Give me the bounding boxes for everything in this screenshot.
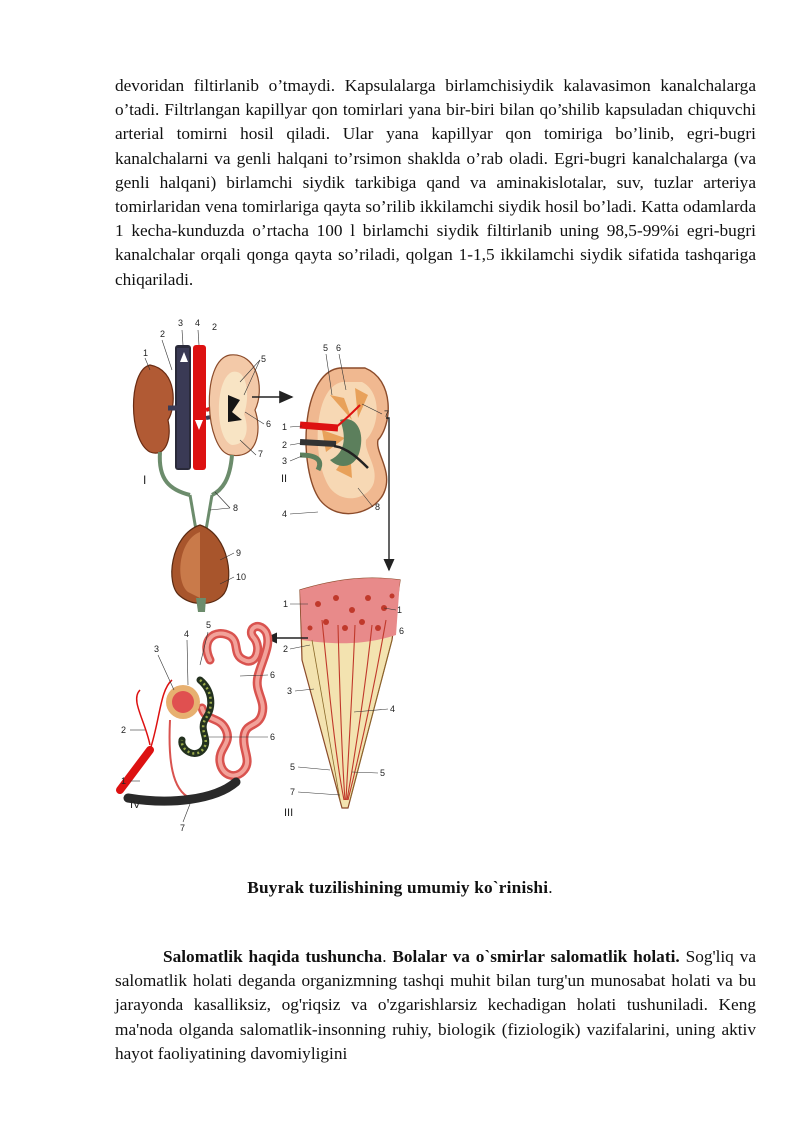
body-paragraph-1: devoridan filtirlanib o’tmaydi. Kapsulalarga birlamchisiydik kalavasimon kanalchalarga o’tadi. Filtrlangan kapillyar qon tomirlari yana bir-biri bilan qo’shilib kapsuladan chiquvchi arterial tomirni hosil qiladi. Ular yana kapillyar qon tomiriga bo’linib, egri-bugri kanalchalarni va genli halqani to’rsimon shaklda o’rab oladi. Egri-bugri kanalchalarga (va genli halqani) birlamchi siydik tarkibiga qand va aminakislotalar, suv, tuzlar arteriya tomirlaridan vena tomirlariga qayta so’rilib ikkilamchi siydik hosil bo’ladi. Katta odamlarda 1 kecha-kunduzda o’rtacha 100 l birlamchi siydik filtirlanib uning 98,5-99%i egri-bugri kanalchalar orqali qonga qayta so’riladi, qolgan 1-1,5 ikkilamchi siydik sifatida tashqariga chiqariladi. [115, 76, 756, 289]
label-num: 1 [143, 348, 149, 358]
label-num: 9 [236, 548, 242, 558]
label-num: 5 [206, 620, 212, 630]
label-num: 3 [287, 686, 293, 696]
panel-iii-pyramid-section [283, 578, 404, 819]
label-num: 5 [290, 762, 296, 772]
panel-i-urinary-system [134, 318, 272, 612]
section-heading-dot: . [382, 947, 387, 966]
label-num: 8 [375, 502, 381, 512]
label-num: 3 [178, 318, 184, 328]
label-num: 1 [397, 605, 403, 615]
label-num: 2 [283, 644, 289, 654]
panel-label: III [284, 807, 294, 819]
panel-iv-nephron [120, 620, 275, 833]
label-num: 7 [384, 409, 390, 419]
label-num: 7 [180, 823, 186, 833]
label-num: 2 [121, 725, 127, 735]
label-num: 5 [261, 354, 267, 364]
section-paragraph [115, 945, 756, 1066]
label-num: 1 [283, 599, 289, 609]
label-num: 6 [270, 732, 276, 742]
label-num: 4 [184, 629, 190, 639]
label-num: 2 [160, 329, 166, 339]
label-num: 8 [233, 503, 239, 513]
caption-dot: . [548, 878, 553, 897]
label-num: 10 [236, 572, 247, 582]
panel-label: IV [130, 799, 141, 811]
label-num: 7 [258, 449, 264, 459]
section-body: Sog'liq va salomatlik holati deganda organizmning tashqi muhit bilan turg'un munosabat holati va bu jarayonda kasalliksiz, og'riqsiz va o'zgarishlarsiz kechadigan holati tushuniladi. Keng ma'noda olganda salomatlik-insonning ruhiy, biologik (fiziologik) vazifalarini, uning aktiv hayot faoliyatining davomiyligini [115, 947, 756, 1063]
label-num: 3 [154, 644, 160, 654]
label-num: 4 [282, 509, 288, 519]
panel-label: II [281, 473, 288, 485]
label-num: 2 [282, 440, 288, 450]
label-num: 4 [390, 704, 396, 714]
label-num: 7 [290, 787, 296, 797]
label-num: 6 [266, 419, 272, 429]
caption-text: Buyrak tuzilishining umumiy ko`rinishi [247, 878, 549, 897]
label-num: 4 [195, 318, 201, 328]
label-num: 6 [336, 343, 342, 353]
label-num: 5 [323, 343, 329, 353]
section-heading: Salomatlik haqida tushuncha [163, 947, 383, 966]
label-num: 3 [282, 456, 288, 466]
label-num: 6 [399, 626, 405, 636]
figure-caption [0, 878, 800, 898]
section-subheading: Bolalar va o`smirlar salomatlik holati. [392, 947, 680, 966]
label-num: 1 [282, 422, 288, 432]
panel-ii-kidney-section [281, 343, 389, 519]
panel-label: I [143, 473, 147, 487]
label-num: 2 [212, 322, 218, 332]
label-num: 6 [270, 670, 276, 680]
label-num: 5 [380, 768, 386, 778]
label-num: 1 [121, 776, 127, 786]
